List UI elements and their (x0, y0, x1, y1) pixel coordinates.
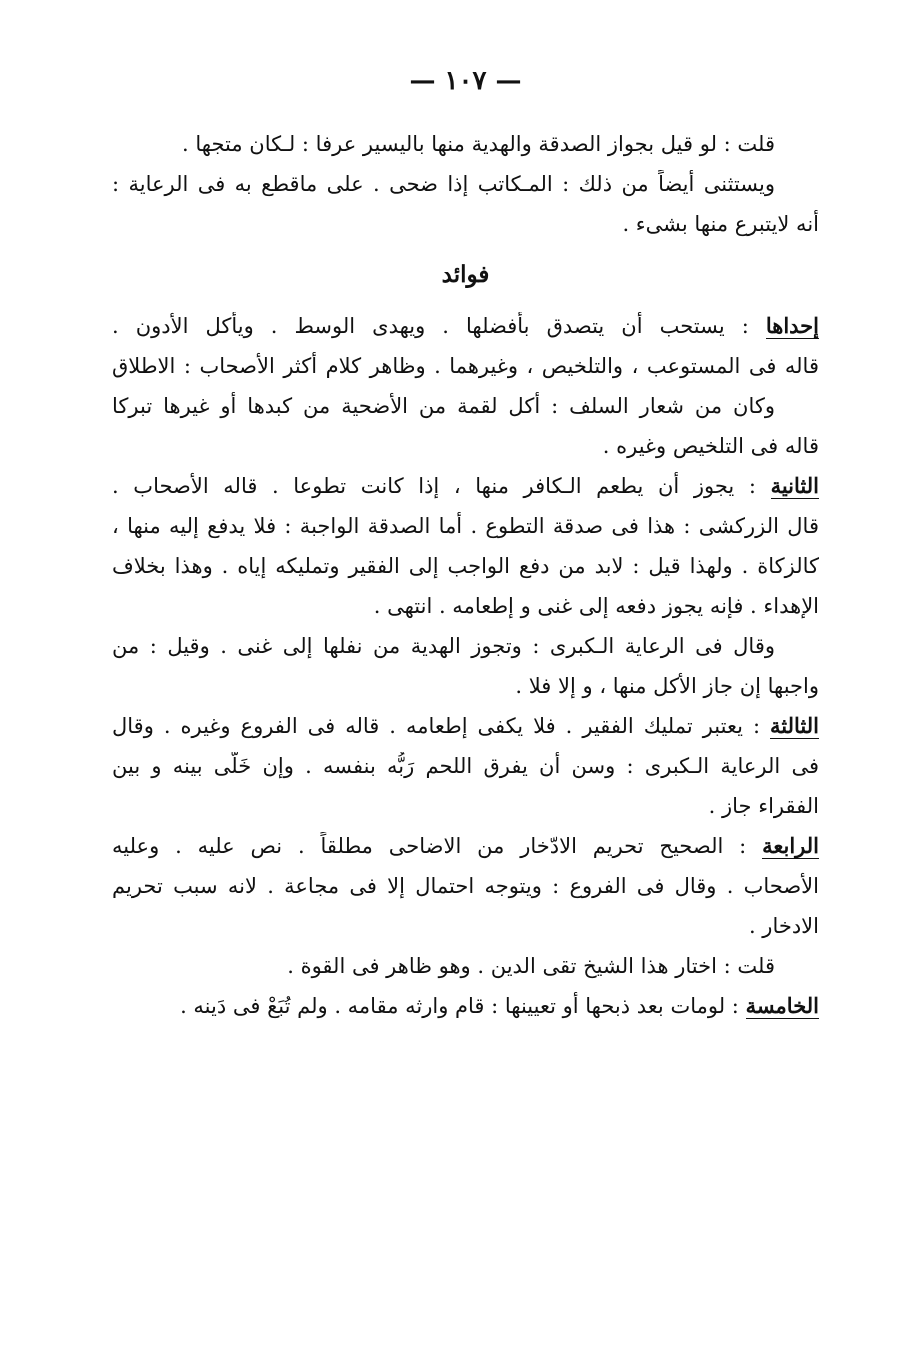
text-line (112, 992, 819, 1020)
text-line: الادخار . (748, 914, 819, 938)
text-line (112, 832, 819, 860)
text-run: : يعتبر تمليك الفقير . فلا يكفى إطعامه . قاله فى الفروع وغيره . وقال (112, 714, 761, 738)
item-lead: الخامسة (745, 993, 819, 1018)
text-line: واجبها إن جاز الأكل منها ، و إلا فلا . (515, 674, 819, 698)
text-run: : لومات بعد ذبحها أو تعيينها : قام وارثه مقامه . ولم تُبَعْ فى دَينه . (180, 994, 739, 1018)
text-line: قلت : لو قيل بجواز الصدقة والهدية منها باليسير عرفا : لـكان متجها . (182, 132, 775, 156)
section-heading: فوائد (441, 261, 490, 288)
text-line: ويستثنى أيضاً من ذلك : المـكاتب إذا ضحى . على ماقطع به فى الرعاية : (112, 172, 775, 196)
text-line: قاله فى المستوعب ، والتلخيص ، وغيرهما . وظاهر كلام أكثر الأصحاب : الاطلاق (112, 354, 819, 378)
text-line: الفقراء جاز . (708, 794, 819, 818)
text-line: قاله فى التلخيص وغيره . (602, 434, 819, 458)
text-line (112, 312, 819, 340)
text-line: قلت : اختار هذا الشيخ تقى الدين . وهو ظاهر فى القوة . (287, 954, 775, 978)
text-line: وقال فى الرعاية الـكبرى : وتجوز الهدية من نفلها إلى غنى . وقيل : من (112, 634, 775, 658)
item-lead: الثانية (770, 473, 819, 498)
text-run: : يجوز أن يطعم الـكافر منها ، إذا كانت تطوعا . قاله الأصحاب . (112, 474, 756, 498)
text-line (112, 472, 819, 500)
text-line (112, 712, 819, 740)
item-lead: الثالثة (770, 713, 819, 738)
page-number: — ١٠٧ — (409, 66, 522, 96)
text-line: الأصحاب . وقال فى الفروع : ويتوجه احتمال إلا فى مجاعة . لانه سبب تحريم (112, 874, 819, 898)
text-line: كالزكاة . ولهذا قيل : لابد من دفع الواجب إلى الفقير وتمليكه إياه . وهذا بخلاف (112, 554, 819, 578)
text-line: الإهداء . فإنه يجوز دفعه إلى غنى و إطعامه . انتهى . (373, 594, 819, 618)
text-line: قال الزركشى : هذا فى صدقة التطوع . أما الصدقة الواجبة : فلا يدفع إليه منها ، (112, 514, 819, 538)
text-run: : الصحيح تحريم الادّخار من الاضاحى مطلقاً . نص عليه . وعليه (112, 834, 747, 858)
text-run: : يستحب أن يتصدق بأفضلها . ويهدى الوسط . ويأكل الأدون . (112, 314, 749, 338)
item-lead: الرابعة (762, 833, 819, 858)
text-line: فى الرعاية الـكبرى : وسن أن يفرق اللحم رَبُّه بنفسه . وإن خَلَّى بينه و بين (112, 754, 819, 778)
text-line: وكان من شعار السلف : أكل لقمة من الأضحية من كبدها أو غيرها تبركا (112, 394, 775, 418)
text-line: أنه لايتبرع منها بشىء . (622, 212, 819, 236)
item-lead: إحداها (765, 313, 819, 338)
